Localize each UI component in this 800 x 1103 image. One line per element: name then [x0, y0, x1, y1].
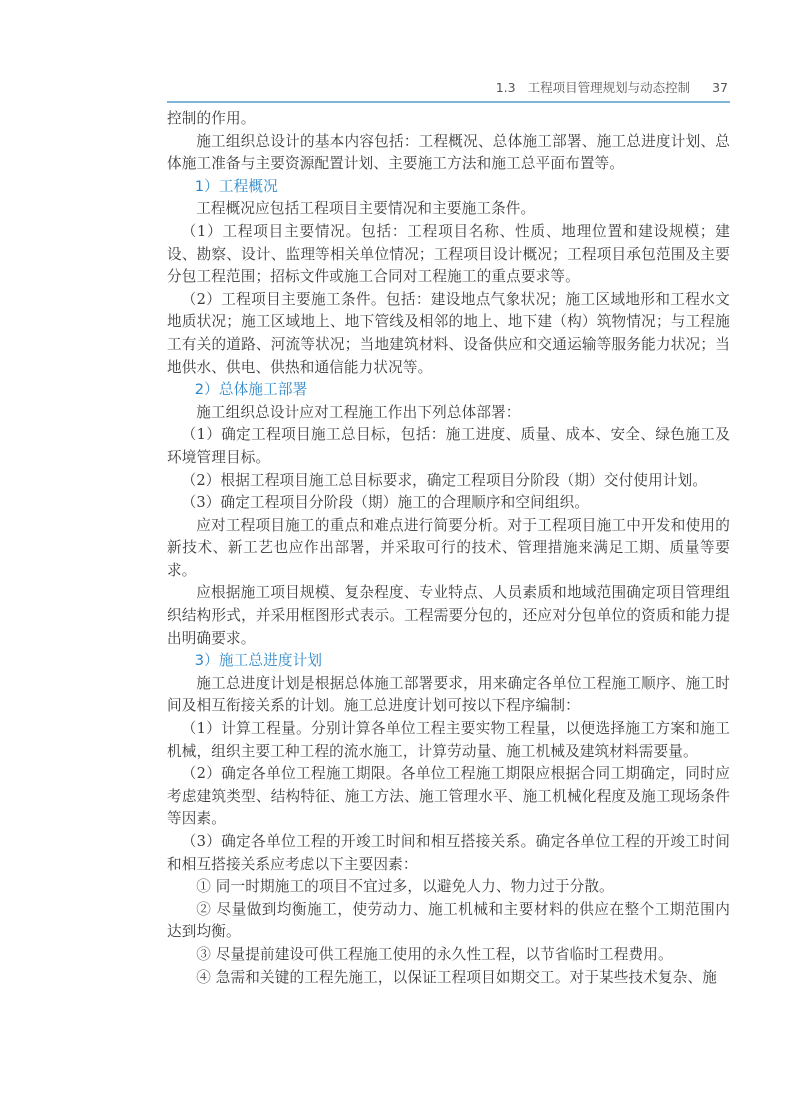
paragraph: 施工组织总设计的基本内容包括：工程概况、总体施工部署、施工总进度计划、总体施工准备与主要资源配置计划、主要施工方法和施工总平面布置等。 [167, 132, 730, 173]
paragraph: （2）工程项目主要施工条件。包括：建设地点气象状况；施工区域地形和工程水文地质状况；施工区域地上、地下管线及相邻的地上、地下建（构）筑物情况；与工程施工有关的道路、河流等状况；当地建筑材料、设备供应和交通运输等服务能力状况；当地供水、供电、供热和通信能力状况等。 [167, 290, 730, 376]
paragraph: 施工组织总设计应对工程施工作出下列总体部署： [196, 403, 521, 421]
list-item: ③ 尽量提前建设可供工程施工使用的永久性工程，以节省临时工程费用。 [196, 945, 673, 963]
list-item: ① 同一时期施工的项目不宜过多，以避免人力、物力过于分散。 [196, 878, 614, 896]
list-item: ④ 急需和关键的工程先施工，以保证工程项目如期交工。对于某些技术复杂、施 [196, 968, 718, 986]
paragraph-continuation: 控制的作用。 [167, 110, 256, 127]
header-rule [167, 101, 730, 103]
paragraph: （3）确定工程项目分阶段（期）施工的合理顺序和空间组织。 [181, 494, 590, 512]
paragraph: （1）确定工程项目施工总目标，包括：施工进度、质量、成本、安全、绿色施工及环境管理目标。 [167, 426, 730, 466]
paragraph: （1）计算工程量。分别计算各单位工程主要实物工程量，以便选择施工方案和施工机械，组织主要工种工程的流水施工，计算劳动量、施工机械及建筑材料需要量。 [167, 720, 730, 760]
section-number: 1.3 [495, 80, 516, 95]
header-text [496, 78, 728, 96]
subsection-heading-overview: 1）工程概况 [194, 177, 278, 195]
paragraph: 施工总进度计划是根据总体施工部署要求，用来确定各单位工程施工顺序、施工时间及相互衔接关系的计划。施工总进度计划可按以下程序编制： [167, 674, 730, 715]
paragraph: （1）工程项目主要情况。包括：工程项目名称、性质、地理位置和建设规模；建设、勘察、设计、监理等相关单位情况；工程项目设计概况；工程项目承包范围及主要分包工程范围；招标文件或施工合同对工程施工的重点要求等。 [167, 222, 730, 286]
paragraph: （2）根据工程项目施工总目标要求，确定工程项目分阶段（期）交付使用计划。 [181, 471, 708, 489]
body-text [167, 108, 730, 989]
list-item: ② 尽量做到均衡施工，使劳动力、施工机械和主要材料的供应在整个工期范围内达到均衡。 [167, 900, 730, 941]
running-header [0, 0, 800, 110]
section-title: 工程项目管理规划与动态控制 [527, 80, 691, 95]
paragraph: （2）确定各单位工程施工期限。各单位工程施工期限应根据合同工期确定，同时应考虑建筑类型、结构特征、施工方法、施工管理水平、施工机械化程度及施工现场条件等因素。 [167, 765, 730, 828]
paragraph: （3）确定各单位工程的开竣工时间和相互搭接关系。确定各单位工程的开竣工时间和相互搭接关系应考虑以下主要因素： [167, 833, 730, 873]
subsection-heading-deployment: 2）总体施工部署 [194, 381, 308, 399]
paragraph: 工程概况应包括工程项目主要情况和主要施工条件。 [196, 200, 536, 218]
paragraph: 应对工程项目施工的重点和难点进行简要分析。对于工程项目施工中开发和使用的新技术、新工艺也应作出部署，并采取可行的技术、管理措施来满足工期、质量等要求。 [167, 516, 730, 579]
page-number: 37 [712, 80, 728, 95]
subsection-heading-schedule: 3）施工总进度计划 [194, 652, 323, 670]
paragraph: 应根据施工项目规模、复杂程度、专业特点、人员素质和地域范围确定项目管理组织结构形式，并采用框图形式表示。工程需要分包的，还应对分包单位的资质和能力提出明确要求。 [167, 584, 730, 647]
